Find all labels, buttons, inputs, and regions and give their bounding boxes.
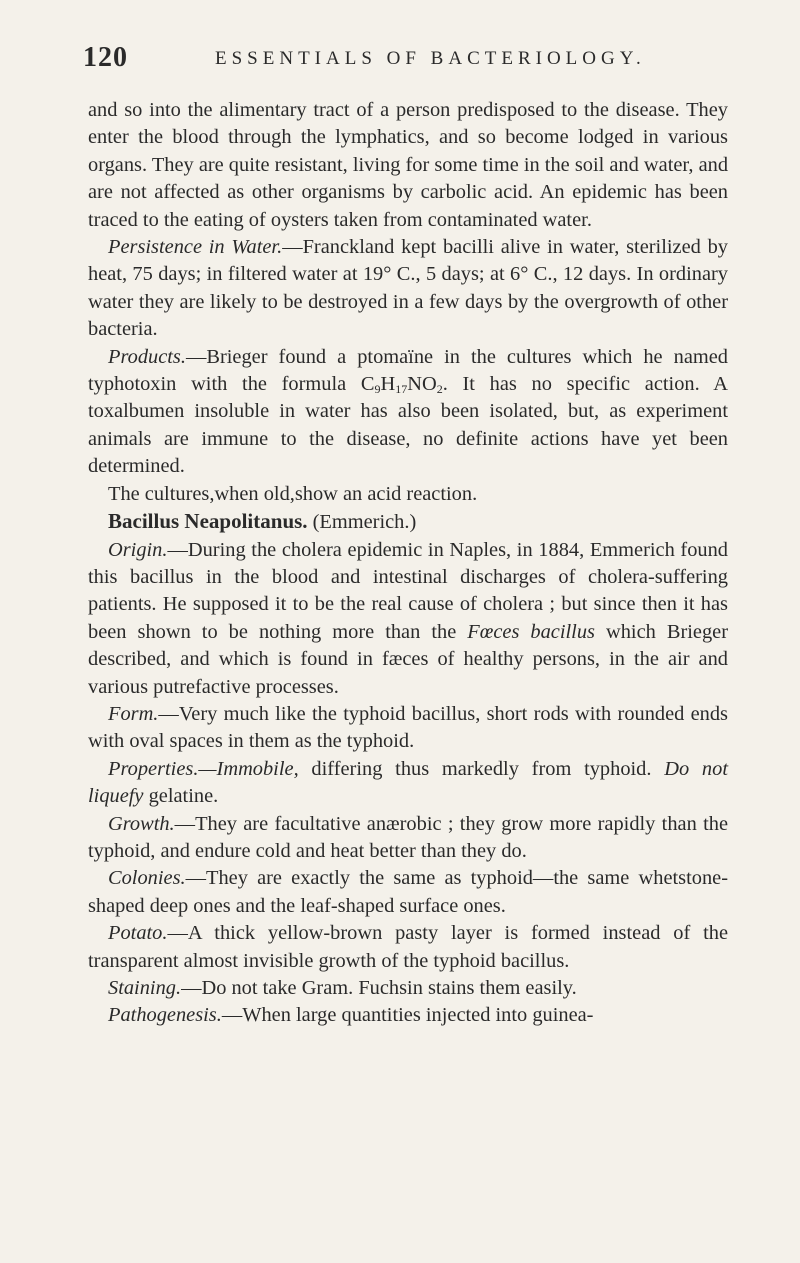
staining-text: —Do not take Gram. Fuchsin stains them easily.	[181, 977, 577, 999]
form-label: Form.	[108, 702, 159, 725]
paragraph-origin	[88, 537, 728, 701]
paragraph-potato	[88, 920, 728, 975]
properties-label: Properties.—Immobile,	[108, 757, 299, 780]
paragraph-properties	[88, 756, 728, 811]
products-text-a: —Brieger found a ptomaïne in the cultures which he named typhotoxin with the formula C	[88, 345, 728, 396]
page-header	[83, 42, 733, 82]
formula-no: NO	[407, 373, 437, 396]
page-body	[88, 97, 728, 1030]
colonies-text: —They are exactly the same as typhoid—the same whetstone-shaped deep ones and the leaf-shaped surface ones.	[88, 867, 728, 917]
page-number: 120	[83, 42, 128, 73]
origin-italic: Fœces bacillus	[467, 620, 595, 643]
potato-label: Potato.	[108, 922, 168, 945]
paragraph-form	[88, 701, 728, 756]
section-title: Bacillus Neapolitanus.	[108, 509, 308, 534]
origin-label: Origin.	[108, 538, 168, 561]
staining-label: Staining.	[108, 977, 182, 999]
paragraph-cultures	[88, 481, 728, 508]
pathogenesis-text: —When large quantities injected into guinea-	[221, 1004, 594, 1027]
paragraph-colonies	[88, 865, 728, 920]
cultures-line: The cultures,when old,show an acid reaction.	[108, 482, 478, 505]
form-text: —Very much like the typhoid bacillus, short rods with rounded ends with oval spaces in them as the typhoid.	[88, 702, 728, 753]
running-head: ESSENTIALS OF BACTERIOLOGY.	[215, 48, 646, 69]
persistence-text: —Franckland kept bacilli alive in water, sterilized by heat, 75 days; in filtered water at 19° C., 5 days; at 6° C., 12 days. In ordinary water they are likely to be destroyed in a few days by the overgrowth of other bacteria.	[88, 236, 728, 341]
growth-label: Growth.	[108, 812, 175, 835]
paragraph-continuation	[88, 97, 728, 234]
persistence-label: Persistence in Water.	[108, 236, 283, 259]
paragraph-staining	[88, 975, 728, 1002]
section-author: (Emmerich.)	[307, 511, 417, 534]
products-label: Products.	[108, 345, 186, 368]
section-heading	[88, 508, 728, 536]
formula-subscript-1: 9	[374, 382, 381, 397]
paragraph-text: and so into the alimentary tract of a person predisposed to the disease. They enter the blood through the lymphatics, and so become lodged in various organs. They are quite resistant, living for some time in the soil and water, and are not affected as other organisms by carbolic acid. An epidemic has been traced to the eating of oysters taken from contaminated water.	[88, 99, 729, 231]
paragraph-growth	[88, 811, 728, 866]
paragraph-pathogenesis	[88, 1002, 728, 1029]
properties-text: differing thus markedly from typhoid.	[298, 757, 652, 780]
properties-italic: Do not liquefy	[88, 757, 728, 808]
formula-subscript-3: 2	[436, 382, 443, 397]
origin-text-a: —During the cholera epidemic in Naples, in 1884, Emmerich found this bacillus in the blood and intestinal discharges of cholera-suffering patients. He supposed it to be the real cause of cholera ; but since then it has been shown to be nothing more than the	[88, 538, 728, 643]
potato-text: —A thick yellow-brown pasty layer is formed instead of the transparent almost invisible growth of the typhoid bacillus.	[88, 922, 728, 972]
pathogenesis-label: Pathogenesis.	[108, 1004, 222, 1027]
paragraph-persistence	[88, 234, 728, 344]
products-text-b: . It has no specific action. A toxalbumen insoluble in water has also been isolated, but, as experiment animals are immune to the disease, no definite actions have yet been determined.	[88, 373, 728, 478]
formula-h: H	[380, 373, 396, 396]
paragraph-products	[88, 344, 728, 481]
properties-text-2: gelatine.	[143, 785, 219, 808]
colonies-label: Colonies.	[108, 867, 186, 890]
growth-text: —They are facultative anærobic ; they grow more rapidly than the typhoid, and endure cold and heat better than they do.	[88, 812, 728, 862]
formula-subscript-2: 17	[395, 382, 408, 397]
origin-text-b: which Brieger described, and which is found in fæces of healthy persons, in the air and various putrefactive processes.	[88, 620, 728, 698]
